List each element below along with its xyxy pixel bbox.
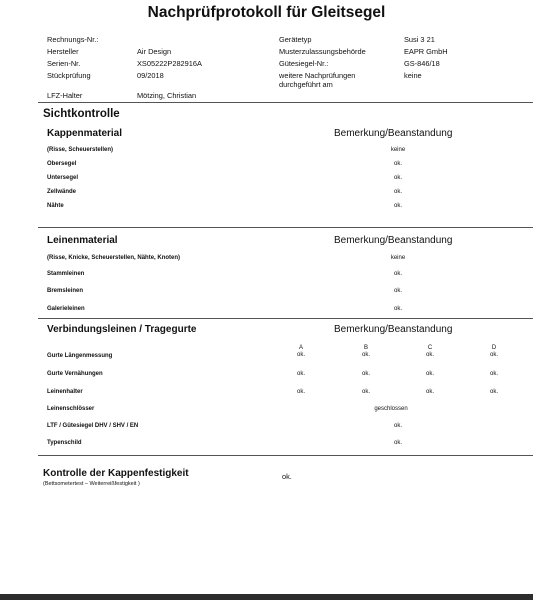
row-value-line-holder-b: ok.: [361, 389, 371, 395]
row-value-type-plate: ok.: [393, 440, 403, 446]
header-label-device-type: Gerätetyp: [279, 35, 312, 44]
row-label-gallery-lines: Galerieleinen: [47, 306, 85, 312]
column-header-a: A: [298, 345, 304, 351]
row-value-line-holder-a: ok.: [296, 389, 306, 395]
canopy-strength-value: ok.: [282, 472, 292, 481]
lines-divider: [38, 318, 533, 319]
row-label-main-lines: Stammleinen: [47, 271, 85, 277]
page-title: Nachprüfprotokoll für Gleitsegel: [147, 4, 386, 21]
header-value-manufacturer: Air Design: [137, 47, 172, 56]
row-label-seams: Nähte: [47, 203, 64, 209]
header-value-approval-authority: EAPR GmbH: [404, 47, 448, 56]
header-label-manufacturer: Hersteller: [47, 47, 79, 56]
canopy-strength-heading: Kontrolle der Kappenfestigkeit: [43, 468, 189, 479]
row-value-gallery-lines: ok.: [393, 306, 403, 312]
bottom-bar: [0, 594, 533, 600]
row-value-riser-length-a: ok.: [296, 352, 306, 358]
row-label-riser-stitching: Gurte Vernähungen: [47, 371, 103, 377]
risers-divider: [38, 455, 533, 456]
column-header-b: B: [363, 345, 369, 351]
row-value-maillons: geschlossen: [374, 406, 408, 412]
row-value-riser-stitching-b: ok.: [361, 371, 371, 377]
header-value-piece-test: 09/2018: [137, 71, 164, 80]
row-value-cell-walls: ok.: [393, 189, 403, 195]
header-value-further-inspections: keine: [404, 71, 422, 80]
risers-heading: Verbindungsleinen / Tragegurte: [47, 324, 197, 335]
row-label-certification: LTF / Gütesiegel DHV / SHV / EN: [47, 423, 139, 429]
row-value-riser-length-b: ok.: [361, 352, 371, 358]
canopy-remark-header: Bemerkung/Beanstandung: [334, 128, 453, 139]
section-heading-visual-check: Sichtkontrolle: [43, 108, 120, 120]
header-label-invoice-no: Rechnungs-Nr.:: [47, 35, 99, 44]
canopy-material-heading: Kappenmaterial: [47, 128, 123, 139]
row-value-line-holder-c: ok.: [425, 389, 435, 395]
row-value-line-holder-d: ok.: [489, 389, 499, 395]
header-divider: [38, 102, 533, 103]
row-label-line-holder: Leinenhalter: [47, 389, 83, 395]
row-label-cell-walls: Zellwände: [47, 189, 77, 195]
row-value-upper-surface: ok.: [393, 161, 403, 167]
risers-remark-header: Bemerkung/Beanstandung: [334, 324, 453, 335]
row-value-certification: ok.: [393, 423, 403, 429]
header-label-piece-test: Stückprüfung: [47, 71, 91, 80]
canopy-divider: [38, 227, 533, 228]
header-value-serial-no: XS05222P282916A: [137, 59, 202, 68]
row-label-upper-surface: Obersegel: [47, 161, 77, 167]
line-material-heading: Leinenmaterial: [47, 235, 118, 246]
header-label-seal-no: Gütesiegel-Nr.:: [279, 59, 329, 68]
canopy-material-subtitle-value: keine: [390, 147, 406, 153]
row-value-seams: ok.: [393, 203, 403, 209]
row-value-lower-surface: ok.: [393, 175, 403, 181]
row-value-brake-lines: ok.: [393, 288, 403, 294]
header-label-further-inspections-1: weitere Nachprüfungen: [279, 71, 356, 80]
header-label-approval-authority: Musterzulassungsbehörde: [279, 47, 366, 56]
canopy-strength-note: (Bettsometertest – Weiterreißfestigkeit ): [43, 481, 140, 487]
row-value-riser-stitching-d: ok.: [489, 371, 499, 377]
row-label-type-plate: Typenschild: [47, 440, 82, 446]
row-value-riser-length-d: ok.: [489, 352, 499, 358]
canopy-material-subtitle: (Risse, Scheuerstellen): [47, 147, 114, 153]
header-label-owner: LFZ-Halter: [47, 91, 83, 100]
line-material-subtitle: (Risse, Knicke, Scheuerstellen, Nähte, Knoten): [47, 255, 181, 261]
row-value-riser-stitching-c: ok.: [425, 371, 435, 377]
header-label-further-inspections-2: durchgeführt am: [279, 80, 333, 89]
row-value-main-lines: ok.: [393, 271, 403, 277]
header-label-serial-no: Serien-Nr.: [47, 59, 81, 68]
column-header-c: C: [427, 345, 433, 351]
line-material-subtitle-value: keine: [390, 255, 406, 261]
row-value-riser-length-c: ok.: [425, 352, 435, 358]
header-value-owner: Mötzing, Christian: [137, 91, 197, 100]
row-label-riser-length: Gurte Längenmessung: [47, 353, 113, 359]
row-label-maillons: Leinenschlösser: [47, 406, 95, 412]
row-label-lower-surface: Untersegel: [47, 175, 79, 181]
column-header-d: D: [491, 345, 497, 351]
row-label-brake-lines: Bremsleinen: [47, 288, 84, 294]
line-remark-header: Bemerkung/Beanstandung: [334, 235, 453, 246]
row-value-riser-stitching-a: ok.: [296, 371, 306, 377]
header-value-seal-no: GS-846/18: [404, 59, 440, 68]
header-value-device-type: Susi 3 21: [404, 35, 435, 44]
